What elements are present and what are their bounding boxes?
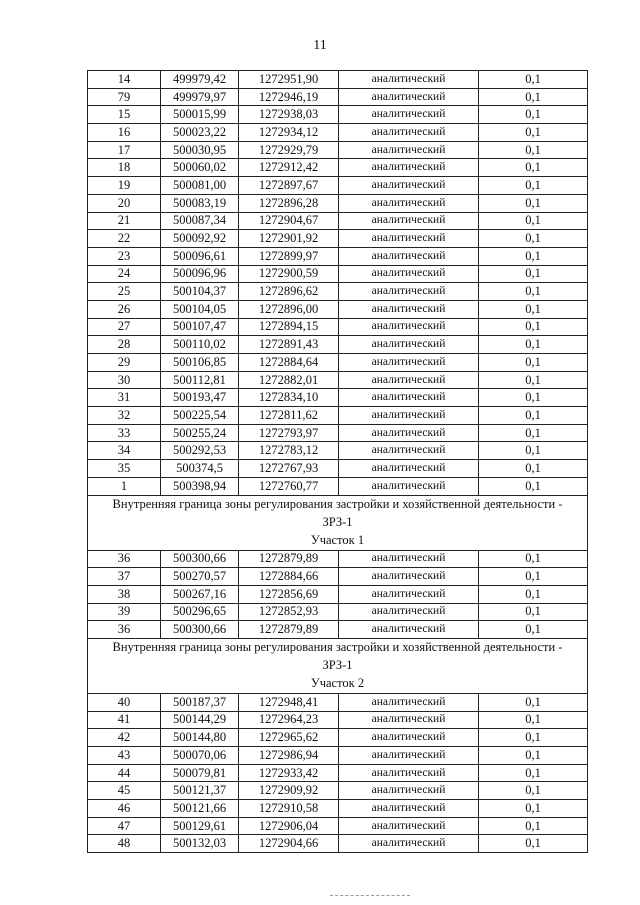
- accuracy-cell: 0,1: [479, 194, 588, 212]
- accuracy-cell: 0,1: [479, 371, 588, 389]
- x-coordinate-cell: 499979,42: [161, 71, 239, 89]
- section-1-zone: ЗРЗ-1: [88, 514, 588, 532]
- table-row: [88, 747, 588, 765]
- y-coordinate-cell: 1272767,93: [239, 460, 339, 478]
- table-row: [88, 442, 588, 460]
- y-coordinate-cell: 1272856,69: [239, 585, 339, 603]
- x-coordinate-cell: 500296,65: [161, 603, 239, 621]
- point-number-cell: 79: [88, 88, 161, 106]
- accuracy-cell: 0,1: [479, 212, 588, 230]
- point-number-cell: 48: [88, 835, 161, 853]
- table-row: [88, 389, 588, 407]
- table-row: [88, 460, 588, 478]
- method-cell: аналитический: [339, 782, 479, 800]
- y-coordinate-cell: 1272910,58: [239, 800, 339, 818]
- table-row: [88, 371, 588, 389]
- point-number-cell: 36: [88, 550, 161, 568]
- table-row: [88, 817, 588, 835]
- x-coordinate-cell: 500112,81: [161, 371, 239, 389]
- coordinates-group-a: [88, 71, 588, 496]
- accuracy-cell: 0,1: [479, 621, 588, 639]
- y-coordinate-cell: 1272811,62: [239, 407, 339, 425]
- method-cell: аналитический: [339, 141, 479, 159]
- point-number-cell: 27: [88, 318, 161, 336]
- point-number-cell: 28: [88, 336, 161, 354]
- y-coordinate-cell: 1272912,42: [239, 159, 339, 177]
- point-number-cell: 20: [88, 194, 161, 212]
- table-row: [88, 265, 588, 283]
- method-cell: аналитический: [339, 194, 479, 212]
- x-coordinate-cell: 500187,37: [161, 693, 239, 711]
- point-number-cell: 1: [88, 477, 161, 495]
- method-cell: аналитический: [339, 230, 479, 248]
- x-coordinate-cell: 500267,16: [161, 585, 239, 603]
- point-number-cell: 42: [88, 729, 161, 747]
- x-coordinate-cell: 500106,85: [161, 354, 239, 372]
- y-coordinate-cell: 1272879,89: [239, 621, 339, 639]
- section-2-zone: ЗРЗ-1: [88, 657, 588, 675]
- x-coordinate-cell: 500104,37: [161, 283, 239, 301]
- y-coordinate-cell: 1272906,04: [239, 817, 339, 835]
- section-2-heading: Внутренняя граница зоны регулирования застройки и хозяйственной деятельности -: [88, 638, 588, 657]
- footer-divider: [330, 895, 410, 897]
- y-coordinate-cell: 1272965,62: [239, 729, 339, 747]
- x-coordinate-cell: 500107,47: [161, 318, 239, 336]
- method-cell: аналитический: [339, 88, 479, 106]
- accuracy-cell: 0,1: [479, 477, 588, 495]
- method-cell: аналитический: [339, 442, 479, 460]
- y-coordinate-cell: 1272852,93: [239, 603, 339, 621]
- method-cell: аналитический: [339, 371, 479, 389]
- x-coordinate-cell: 500081,00: [161, 177, 239, 195]
- table-row: [88, 194, 588, 212]
- table-row: [88, 177, 588, 195]
- x-coordinate-cell: 500144,80: [161, 729, 239, 747]
- method-cell: аналитический: [339, 693, 479, 711]
- method-cell: аналитический: [339, 764, 479, 782]
- point-number-cell: 25: [88, 283, 161, 301]
- point-number-cell: 21: [88, 212, 161, 230]
- table-row: [88, 835, 588, 853]
- point-number-cell: 31: [88, 389, 161, 407]
- section-1-header: [88, 495, 588, 550]
- table-row: [88, 764, 588, 782]
- accuracy-cell: 0,1: [479, 124, 588, 142]
- method-cell: аналитический: [339, 247, 479, 265]
- accuracy-cell: 0,1: [479, 817, 588, 835]
- point-number-cell: 14: [88, 71, 161, 89]
- accuracy-cell: 0,1: [479, 88, 588, 106]
- y-coordinate-cell: 1272948,41: [239, 693, 339, 711]
- section-1-heading: Внутренняя граница зоны регулирования застройки и хозяйственной деятельности -: [88, 495, 588, 514]
- method-cell: аналитический: [339, 106, 479, 124]
- x-coordinate-cell: 500110,02: [161, 336, 239, 354]
- point-number-cell: 35: [88, 460, 161, 478]
- x-coordinate-cell: 500374,5: [161, 460, 239, 478]
- y-coordinate-cell: 1272879,89: [239, 550, 339, 568]
- x-coordinate-cell: 500015,99: [161, 106, 239, 124]
- accuracy-cell: 0,1: [479, 265, 588, 283]
- coordinates-table: [87, 70, 588, 853]
- coordinates-group-b: [88, 550, 588, 638]
- accuracy-cell: 0,1: [479, 782, 588, 800]
- method-cell: аналитический: [339, 460, 479, 478]
- y-coordinate-cell: 1272882,01: [239, 371, 339, 389]
- point-number-cell: 47: [88, 817, 161, 835]
- x-coordinate-cell: 500292,53: [161, 442, 239, 460]
- x-coordinate-cell: 500096,96: [161, 265, 239, 283]
- point-number-cell: 15: [88, 106, 161, 124]
- y-coordinate-cell: 1272899,97: [239, 247, 339, 265]
- accuracy-cell: 0,1: [479, 460, 588, 478]
- y-coordinate-cell: 1272891,43: [239, 336, 339, 354]
- x-coordinate-cell: 500104,05: [161, 300, 239, 318]
- y-coordinate-cell: 1272894,15: [239, 318, 339, 336]
- accuracy-cell: 0,1: [479, 835, 588, 853]
- point-number-cell: 24: [88, 265, 161, 283]
- y-coordinate-cell: 1272783,12: [239, 442, 339, 460]
- table-row: [88, 711, 588, 729]
- y-coordinate-cell: 1272896,62: [239, 283, 339, 301]
- x-coordinate-cell: 500255,24: [161, 424, 239, 442]
- accuracy-cell: 0,1: [479, 141, 588, 159]
- point-number-cell: 40: [88, 693, 161, 711]
- method-cell: аналитический: [339, 817, 479, 835]
- method-cell: аналитический: [339, 354, 479, 372]
- y-coordinate-cell: 1272964,23: [239, 711, 339, 729]
- y-coordinate-cell: 1272934,12: [239, 124, 339, 142]
- y-coordinate-cell: 1272986,94: [239, 747, 339, 765]
- method-cell: аналитический: [339, 729, 479, 747]
- method-cell: аналитический: [339, 800, 479, 818]
- accuracy-cell: 0,1: [479, 389, 588, 407]
- accuracy-cell: 0,1: [479, 747, 588, 765]
- table-row: [88, 407, 588, 425]
- x-coordinate-cell: 500129,61: [161, 817, 239, 835]
- table-row: [88, 106, 588, 124]
- point-number-cell: 18: [88, 159, 161, 177]
- y-coordinate-cell: 1272884,64: [239, 354, 339, 372]
- method-cell: аналитический: [339, 318, 479, 336]
- accuracy-cell: 0,1: [479, 159, 588, 177]
- method-cell: аналитический: [339, 835, 479, 853]
- y-coordinate-cell: 1272834,10: [239, 389, 339, 407]
- accuracy-cell: 0,1: [479, 106, 588, 124]
- y-coordinate-cell: 1272938,03: [239, 106, 339, 124]
- y-coordinate-cell: 1272896,00: [239, 300, 339, 318]
- table-row: [88, 800, 588, 818]
- point-number-cell: 36: [88, 621, 161, 639]
- method-cell: аналитический: [339, 585, 479, 603]
- x-coordinate-cell: 500023,22: [161, 124, 239, 142]
- accuracy-cell: 0,1: [479, 442, 588, 460]
- x-coordinate-cell: 500060,02: [161, 159, 239, 177]
- point-number-cell: 37: [88, 568, 161, 586]
- method-cell: аналитический: [339, 550, 479, 568]
- method-cell: аналитический: [339, 265, 479, 283]
- method-cell: аналитический: [339, 336, 479, 354]
- table-row: [88, 88, 588, 106]
- method-cell: аналитический: [339, 389, 479, 407]
- method-cell: аналитический: [339, 621, 479, 639]
- point-number-cell: 39: [88, 603, 161, 621]
- table-row: [88, 318, 588, 336]
- table-row: [88, 247, 588, 265]
- point-number-cell: 46: [88, 800, 161, 818]
- table-row: [88, 354, 588, 372]
- x-coordinate-cell: 500225,54: [161, 407, 239, 425]
- table-row: [88, 621, 588, 639]
- table-row: [88, 300, 588, 318]
- point-number-cell: 19: [88, 177, 161, 195]
- method-cell: аналитический: [339, 71, 479, 89]
- accuracy-cell: 0,1: [479, 283, 588, 301]
- table-row: [88, 283, 588, 301]
- method-cell: аналитический: [339, 424, 479, 442]
- table-row: [88, 336, 588, 354]
- method-cell: аналитический: [339, 177, 479, 195]
- y-coordinate-cell: 1272896,28: [239, 194, 339, 212]
- y-coordinate-cell: 1272904,66: [239, 835, 339, 853]
- point-number-cell: 26: [88, 300, 161, 318]
- section-2-header: [88, 638, 588, 693]
- method-cell: аналитический: [339, 711, 479, 729]
- method-cell: аналитический: [339, 477, 479, 495]
- x-coordinate-cell: 499979,97: [161, 88, 239, 106]
- method-cell: аналитический: [339, 300, 479, 318]
- x-coordinate-cell: 500030,95: [161, 141, 239, 159]
- accuracy-cell: 0,1: [479, 585, 588, 603]
- section-1-site: Участок 1: [88, 532, 588, 551]
- method-cell: аналитический: [339, 747, 479, 765]
- accuracy-cell: 0,1: [479, 247, 588, 265]
- point-number-cell: 23: [88, 247, 161, 265]
- accuracy-cell: 0,1: [479, 177, 588, 195]
- method-cell: аналитический: [339, 124, 479, 142]
- x-coordinate-cell: 500193,47: [161, 389, 239, 407]
- accuracy-cell: 0,1: [479, 354, 588, 372]
- table-row: [88, 124, 588, 142]
- point-number-cell: 33: [88, 424, 161, 442]
- table-row: [88, 424, 588, 442]
- x-coordinate-cell: 500270,57: [161, 568, 239, 586]
- y-coordinate-cell: 1272951,90: [239, 71, 339, 89]
- table-row: [88, 230, 588, 248]
- x-coordinate-cell: 500144,29: [161, 711, 239, 729]
- x-coordinate-cell: 500121,66: [161, 800, 239, 818]
- y-coordinate-cell: 1272909,92: [239, 782, 339, 800]
- y-coordinate-cell: 1272793,97: [239, 424, 339, 442]
- table-row: [88, 729, 588, 747]
- point-number-cell: 34: [88, 442, 161, 460]
- x-coordinate-cell: 500083,19: [161, 194, 239, 212]
- x-coordinate-cell: 500087,34: [161, 212, 239, 230]
- method-cell: аналитический: [339, 212, 479, 230]
- table-row: [88, 71, 588, 89]
- point-number-cell: 41: [88, 711, 161, 729]
- point-number-cell: 32: [88, 407, 161, 425]
- table-row: [88, 693, 588, 711]
- y-coordinate-cell: 1272946,19: [239, 88, 339, 106]
- x-coordinate-cell: 500092,92: [161, 230, 239, 248]
- method-cell: аналитический: [339, 407, 479, 425]
- x-coordinate-cell: 500398,94: [161, 477, 239, 495]
- accuracy-cell: 0,1: [479, 336, 588, 354]
- point-number-cell: 45: [88, 782, 161, 800]
- section-2-site: Участок 2: [88, 675, 588, 694]
- x-coordinate-cell: 500070,06: [161, 747, 239, 765]
- x-coordinate-cell: 500096,61: [161, 247, 239, 265]
- x-coordinate-cell: 500300,66: [161, 550, 239, 568]
- point-number-cell: 43: [88, 747, 161, 765]
- point-number-cell: 22: [88, 230, 161, 248]
- accuracy-cell: 0,1: [479, 230, 588, 248]
- accuracy-cell: 0,1: [479, 568, 588, 586]
- y-coordinate-cell: 1272929,79: [239, 141, 339, 159]
- table-row: [88, 477, 588, 495]
- accuracy-cell: 0,1: [479, 693, 588, 711]
- x-coordinate-cell: 500079,81: [161, 764, 239, 782]
- table-row: [88, 782, 588, 800]
- x-coordinate-cell: 500121,37: [161, 782, 239, 800]
- table-row: [88, 603, 588, 621]
- point-number-cell: 38: [88, 585, 161, 603]
- point-number-cell: 17: [88, 141, 161, 159]
- table-row: [88, 550, 588, 568]
- accuracy-cell: 0,1: [479, 300, 588, 318]
- point-number-cell: 16: [88, 124, 161, 142]
- table-row: [88, 159, 588, 177]
- coordinates-group-c: [88, 693, 588, 852]
- table-row: [88, 141, 588, 159]
- accuracy-cell: 0,1: [479, 318, 588, 336]
- y-coordinate-cell: 1272933,42: [239, 764, 339, 782]
- method-cell: аналитический: [339, 603, 479, 621]
- method-cell: аналитический: [339, 568, 479, 586]
- page-number: 11: [313, 38, 327, 53]
- accuracy-cell: 0,1: [479, 603, 588, 621]
- point-number-cell: 44: [88, 764, 161, 782]
- method-cell: аналитический: [339, 159, 479, 177]
- x-coordinate-cell: 500132,03: [161, 835, 239, 853]
- y-coordinate-cell: 1272901,92: [239, 230, 339, 248]
- accuracy-cell: 0,1: [479, 550, 588, 568]
- accuracy-cell: 0,1: [479, 424, 588, 442]
- y-coordinate-cell: 1272897,67: [239, 177, 339, 195]
- method-cell: аналитический: [339, 283, 479, 301]
- accuracy-cell: 0,1: [479, 764, 588, 782]
- y-coordinate-cell: 1272760,77: [239, 477, 339, 495]
- point-number-cell: 29: [88, 354, 161, 372]
- accuracy-cell: 0,1: [479, 711, 588, 729]
- y-coordinate-cell: 1272884,66: [239, 568, 339, 586]
- accuracy-cell: 0,1: [479, 729, 588, 747]
- table-row: [88, 585, 588, 603]
- table-row: [88, 212, 588, 230]
- y-coordinate-cell: 1272904,67: [239, 212, 339, 230]
- accuracy-cell: 0,1: [479, 407, 588, 425]
- accuracy-cell: 0,1: [479, 800, 588, 818]
- accuracy-cell: 0,1: [479, 71, 588, 89]
- table-row: [88, 568, 588, 586]
- point-number-cell: 30: [88, 371, 161, 389]
- x-coordinate-cell: 500300,66: [161, 621, 239, 639]
- y-coordinate-cell: 1272900,59: [239, 265, 339, 283]
